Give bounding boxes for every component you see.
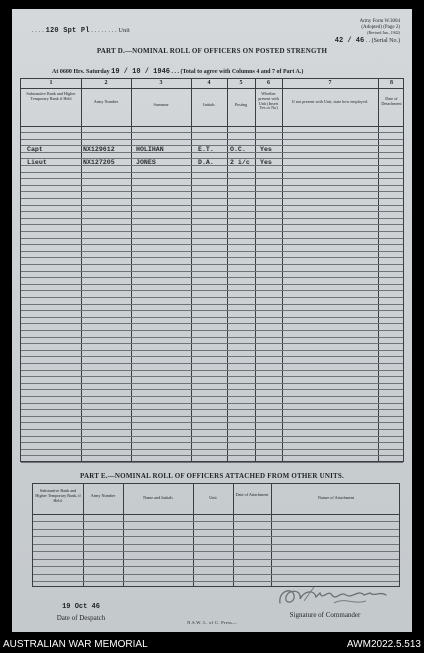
col-head-rank: Substantive Rank and Higher Temporary Rank if Held	[26, 91, 76, 101]
row2-initials: D.A.	[198, 159, 214, 166]
col-num-6: 6	[267, 80, 270, 86]
col-num-3: 3	[159, 80, 163, 86]
row1-posting: O.C.	[230, 146, 246, 153]
col-num-8: 8	[390, 80, 393, 86]
ruled-line	[21, 152, 403, 153]
ruled-line	[21, 231, 403, 232]
row2-rank: Lieut	[27, 159, 47, 166]
col-head-present: Whether present with Unit (Insert Yes or No)	[258, 91, 279, 111]
at-suffix: (Total to agree with Columns 4 and 7 of Part A.)	[180, 69, 304, 75]
ruled-line	[21, 462, 403, 463]
ruled-line	[21, 205, 403, 206]
ruled-line	[21, 416, 403, 417]
caption-right: AWM2022.5.513	[346, 639, 421, 650]
e-head-name: Name and Initials	[143, 495, 173, 500]
row1-initials: E.T.	[198, 146, 214, 153]
ruled-line	[33, 536, 399, 537]
caption-left: AUSTRALIAN WAR MEMORIAL	[3, 639, 148, 650]
signature-label: Signature of Commander	[289, 611, 361, 619]
commander-signature	[274, 583, 394, 611]
unit-line: . . . . 120 Spt Pl . . . . . . . . Unit	[32, 27, 130, 35]
row2-surname: JONES	[136, 159, 156, 166]
ruled-line	[21, 337, 403, 338]
ruled-line	[21, 449, 403, 450]
ruled-line	[21, 178, 403, 179]
ruled-line	[21, 436, 403, 437]
ruled-line	[21, 139, 403, 140]
ruled-line	[21, 403, 403, 404]
at-prefix: At 0600 Hrs. Saturday	[52, 69, 110, 75]
ruled-line	[21, 356, 403, 357]
ruled-line	[21, 238, 403, 239]
ruled-line	[21, 317, 403, 318]
part-d-title: PART D.—NOMINAL ROLL OF OFFICERS ON POSTED STRENGTH	[96, 47, 328, 55]
ruled-line	[21, 172, 403, 173]
col-head-posting: Posting	[234, 102, 248, 107]
col-head-surname: Surname	[153, 102, 169, 107]
ruled-line	[21, 132, 403, 133]
form-reference	[360, 19, 400, 36]
ruled-line	[21, 330, 403, 331]
ruled-line	[21, 323, 403, 324]
ruled-line	[21, 343, 403, 344]
ruled-line	[21, 185, 403, 186]
e-head-rank: Substantive Rank and Higher Temporary Rank, if Held.	[35, 488, 81, 503]
ruled-line	[21, 350, 403, 351]
col-head-employed: If not present with Unit, state how employed.	[292, 99, 368, 104]
ruled-line	[21, 376, 403, 377]
despatch-date: 19 Oct 46	[62, 603, 100, 611]
at-date: 19 / 10 / 1946	[111, 68, 170, 76]
ruled-line	[21, 218, 403, 219]
caption-bar	[0, 636, 424, 653]
col-head-detachment: Date of Detachment	[381, 96, 402, 106]
ruled-line	[33, 529, 399, 530]
col-head-army-number: Army Number	[93, 99, 119, 104]
ruled-line	[33, 574, 399, 575]
despatch-label: Date of Despatch	[56, 614, 106, 622]
row1-present: Yes	[260, 146, 272, 153]
ruled-line	[21, 158, 403, 159]
ruled-line	[21, 363, 403, 364]
ruled-line	[21, 290, 403, 291]
ruled-line	[33, 544, 399, 545]
ruled-line	[21, 297, 403, 298]
form-ref-line3: (Revised Jan., 1942)	[367, 30, 400, 35]
ruled-line	[21, 211, 403, 212]
serial-label: (Serial No.)	[371, 38, 400, 44]
printer-imprint: N.S.W. L. of C. Press—	[187, 620, 237, 625]
ruled-line	[21, 370, 403, 371]
ruled-line	[21, 389, 403, 390]
ruled-line	[21, 198, 403, 199]
ruled-line	[21, 310, 403, 311]
ruled-line	[21, 396, 403, 397]
ruled-line	[21, 422, 403, 423]
form-sheet	[12, 9, 412, 632]
serial-value: 42 / 46	[334, 37, 365, 45]
form-ref-line1: Army Form W.3004	[359, 19, 400, 24]
ruled-line	[21, 455, 403, 456]
ruled-line	[21, 442, 403, 443]
col-num-7: 7	[328, 80, 332, 86]
ruled-line	[21, 277, 403, 278]
row2-number: NX127205	[83, 159, 115, 166]
row2-present: Yes	[260, 159, 272, 166]
unit-label: Unit	[118, 28, 130, 34]
row2-posting: 2 i/c	[230, 159, 250, 166]
col-num-1: 1	[49, 80, 53, 86]
e-head-nature: Nature of Attachment	[317, 495, 355, 500]
ruled-line	[33, 551, 399, 552]
row1-number: NX129612	[83, 146, 115, 153]
ruled-line	[33, 581, 399, 582]
ruled-line	[21, 264, 403, 265]
ruled-line	[33, 566, 399, 567]
col-num-5: 5	[239, 80, 243, 86]
part-e-table	[32, 483, 400, 587]
part-d-table	[20, 78, 404, 462]
ruled-line	[21, 383, 403, 384]
ruled-line	[21, 165, 403, 166]
ruled-line	[21, 244, 403, 245]
serial-number: 42 / 46 . . (Serial No.)	[334, 37, 400, 45]
row1-rank: Capt	[27, 146, 43, 153]
ruled-line	[21, 409, 403, 410]
ruled-line	[21, 257, 403, 258]
ruled-line	[21, 224, 403, 225]
ruled-line	[21, 429, 403, 430]
row1-surname: HOLIHAN	[136, 146, 164, 153]
unit-value: 120 Spt Pl	[45, 27, 90, 35]
ruled-line	[33, 521, 399, 522]
ruled-line	[21, 251, 403, 252]
part-e-title: PART E.—NOMINAL ROLL OF OFFICERS ATTACHED FROM OTHER UNITS.	[80, 472, 344, 480]
part-d-date-line: At 0600 Hrs. Saturday 19 / 10 / 1946 . . . (Total to agree with Columns 4 and 7 of Part A.)	[52, 68, 304, 76]
ruled-line	[21, 191, 403, 192]
ruled-line	[33, 559, 399, 560]
col-head-initials: Initials	[203, 102, 215, 107]
ruled-line	[21, 284, 403, 285]
e-head-army-number: Army Number	[90, 493, 116, 498]
col-num-2: 2	[104, 80, 108, 86]
ruled-line	[21, 145, 403, 146]
form-ref-line2: (Adopted) (Page 2)	[361, 24, 400, 30]
col-num-4: 4	[207, 80, 211, 86]
ruled-line	[21, 304, 403, 305]
e-head-date: Date of Attachment	[235, 492, 269, 497]
e-head-unit: Unit	[209, 495, 217, 500]
ruled-line	[21, 271, 403, 272]
